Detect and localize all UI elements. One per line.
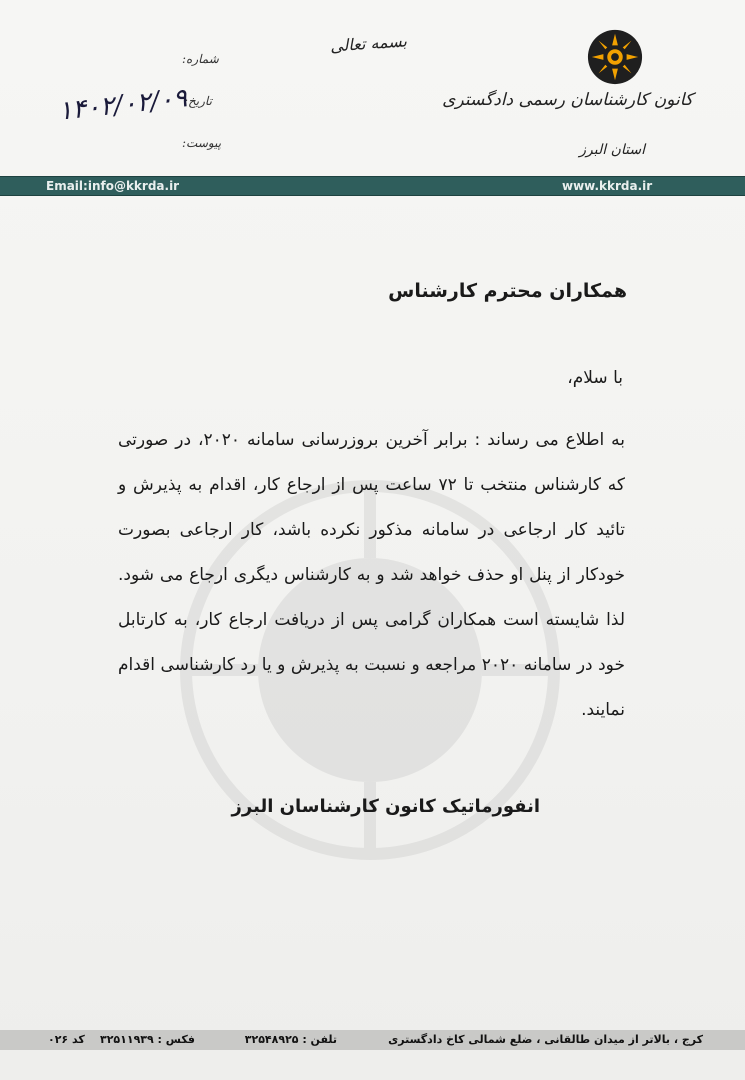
header-contact-bar — [0, 176, 745, 196]
organization-province: استان البرز — [579, 142, 645, 158]
letter-greeting: با سلام، — [567, 368, 623, 388]
bismillah-heading: بسمه تعالی — [329, 31, 408, 56]
footer-fax: فکس : ۳۲۵۱۱۹۳۹ — [100, 1033, 195, 1046]
attachment-label: پیوست: — [182, 136, 222, 150]
header-website: www.kkrda.ir — [562, 179, 653, 193]
header-email: Email:info@kkrda.ir — [46, 179, 180, 193]
footer-area-code: کد ۰۲۶ — [48, 1033, 85, 1046]
number-label: شماره: — [182, 52, 219, 66]
organization-name: کانون کارشناسان رسمی دادگستری — [442, 90, 693, 110]
letter-signature: انفورماتیک کانون کارشناسان البرز — [231, 796, 540, 817]
footer-contact-bar — [0, 1030, 745, 1050]
letter-salutation: همکاران محترم کارشناس — [388, 280, 627, 302]
handwritten-date: ۱۴۰۲/۰۲/۰۹ — [56, 83, 189, 127]
footer-address: کرج ، بالاتر از میدان طالقانی ، ضلع شمالی کاخ دادگستری — [388, 1033, 703, 1046]
organization-logo-icon — [586, 28, 644, 86]
footer-phone: تلفن : ۳۲۵۴۸۹۲۵ — [244, 1033, 337, 1046]
letter-body: به اطلاع می رساند : برابر آخرین بروزرسانی سامانه ۲۰۲۰، در صورتی که کارشناس منتخب تا ۷۲ ساعت پس از ارجاع کار، اقدام به پذیرش و تائید کار ارجاعی در سامانه مذکور نکرده باشد، کار ارجاعی بصورت خودکار از پنل او حذف خواهد شد و به کارشناس دیگری ارجاع می شود. لذا شایسته است همکاران گرامی پس از دریافت ارجاع کار، به کارتابل خود در سامانه ۲۰۲۰ مراجعه و نسبت به پذیرش و یا رد کارشناسی اقدام نمایند. — [118, 430, 625, 720]
date-label: تاریخ: — [184, 94, 212, 108]
